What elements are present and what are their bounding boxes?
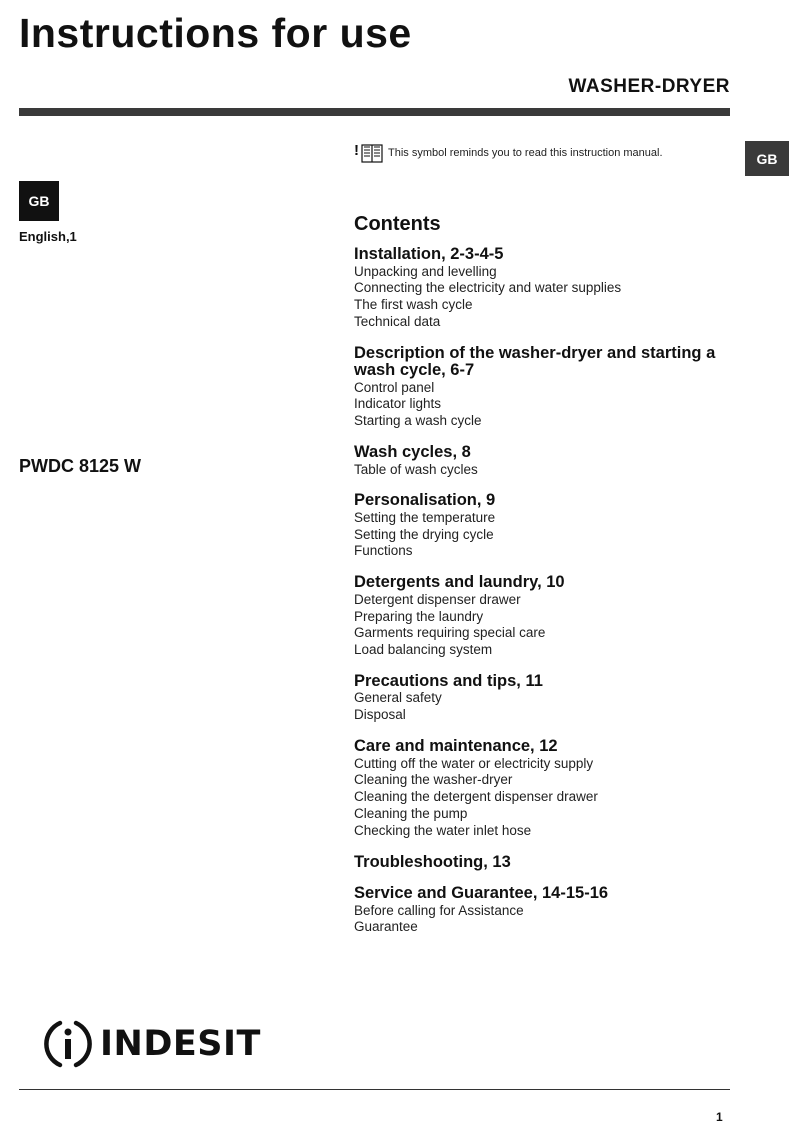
toc-section xyxy=(354,673,734,724)
toc-section xyxy=(354,444,734,478)
toc-section-title: Troubleshooting, 13 xyxy=(354,852,511,871)
toc-item: Connecting the electricity and water supplies xyxy=(354,280,622,296)
footer-divider xyxy=(19,1089,730,1090)
toc-item: General safety xyxy=(354,690,442,706)
exclamation-mark: ! xyxy=(354,142,359,159)
toc-section-title: Precautions and tips, 11 xyxy=(354,671,543,690)
language-badge: GB xyxy=(19,181,59,221)
table-of-contents xyxy=(354,212,734,950)
toc-section xyxy=(354,246,734,331)
page-number: 1 xyxy=(716,1110,723,1124)
toc-sections xyxy=(354,246,734,936)
toc-item: Functions xyxy=(354,543,413,559)
symbol-note-text: This symbol reminds you to read this instruction manual. xyxy=(388,147,663,159)
symbol-note xyxy=(354,143,663,163)
toc-item: Garments requiring special care xyxy=(354,625,546,641)
toc-item: Control panel xyxy=(354,379,435,395)
toc-item: Starting a wash cycle xyxy=(354,413,482,429)
toc-section xyxy=(354,854,734,872)
toc-item: Indicator lights xyxy=(354,396,442,412)
toc-section-title: Service and Guarantee, 14-15-16 xyxy=(354,884,609,903)
toc-section-title: Description of the washer-dryer and starting a wash cycle, 6-7 xyxy=(354,343,716,380)
toc-item: Cleaning the detergent dispenser drawer xyxy=(354,789,598,805)
open-book-icon xyxy=(361,143,383,163)
language-label: English,1 xyxy=(19,229,77,244)
toc-item: Preparing the laundry xyxy=(354,608,484,624)
indesit-logo-icon xyxy=(40,1017,96,1071)
toc-item: Cutting off the water or electricity supply xyxy=(354,755,594,771)
model-name: PWDC 8125 W xyxy=(19,456,142,476)
toc-item: Setting the temperature xyxy=(354,509,496,525)
toc-section-title: Detergents and laundry, 10 xyxy=(354,573,565,592)
toc-item: Detergent dispenser drawer xyxy=(354,591,521,607)
toc-section xyxy=(354,345,734,430)
toc-section xyxy=(354,574,734,659)
toc-section xyxy=(354,492,734,560)
header-divider xyxy=(19,108,730,116)
page-title: Instructions for use xyxy=(19,10,412,56)
contents-heading: Contents xyxy=(354,213,441,235)
toc-item: Guarantee xyxy=(354,919,418,935)
toc-section-title: Wash cycles, 8 xyxy=(354,443,471,462)
toc-item: Disposal xyxy=(354,707,406,723)
toc-item: Checking the water inlet hose xyxy=(354,822,532,838)
toc-item: Before calling for Assistance xyxy=(354,902,524,918)
toc-item: Cleaning the pump xyxy=(354,805,468,821)
toc-item: Load balancing system xyxy=(354,642,493,658)
toc-item: Table of wash cycles xyxy=(354,461,478,477)
toc-section xyxy=(354,885,734,936)
document-type: WASHER-DRYER xyxy=(568,76,730,97)
language-side-tab: GB xyxy=(745,141,789,176)
toc-item: Cleaning the washer-dryer xyxy=(354,772,513,788)
toc-section-title: Installation, 2-3-4-5 xyxy=(354,245,504,263)
toc-section-title: Personalisation, 9 xyxy=(354,491,496,510)
brand-logo xyxy=(40,1017,261,1071)
toc-section-title: Care and maintenance, 12 xyxy=(354,737,558,756)
toc-item: Technical data xyxy=(354,313,441,329)
brand-logo-text: INDESIT xyxy=(100,1024,261,1064)
toc-item: Unpacking and levelling xyxy=(354,263,497,279)
toc-section xyxy=(354,738,734,839)
toc-item: The first wash cycle xyxy=(354,297,473,313)
toc-item: Setting the drying cycle xyxy=(354,526,494,542)
